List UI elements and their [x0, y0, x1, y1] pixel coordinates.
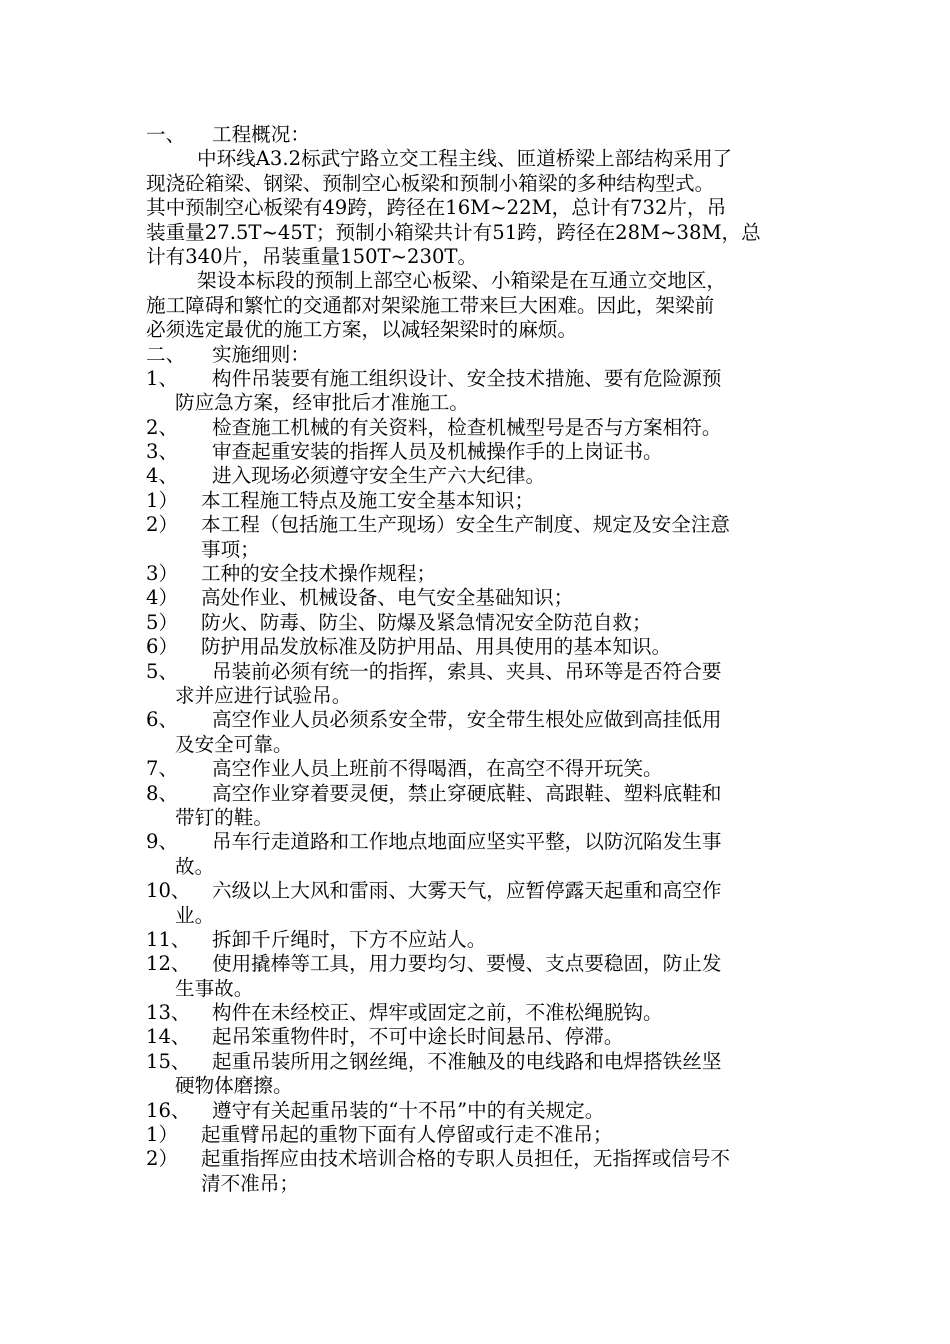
item-text: 审查起重安装的指挥人员及机械操作手的上岗证书。: [212, 440, 663, 464]
item-text-continued: 生事故。: [175, 976, 254, 1000]
item-text: 高空作业穿着要灵便，禁止穿硬底鞋、高跟鞋、塑料底鞋和: [212, 781, 722, 805]
overview-paragraph-1: [146, 147, 808, 269]
item-text: 进入现场必须遵守安全生产六大纪律。: [212, 464, 546, 488]
item-text: 起重指挥应由技术培训合格的专职人员担任，无指挥或信号不: [201, 1147, 731, 1171]
text-line: 装重量27.5T~45T；预制小箱梁共计有51跨，跨径在28M~38M，总: [146, 220, 761, 244]
sublist-item: [146, 611, 808, 635]
document-body: [146, 123, 808, 1196]
item-number: 9、: [146, 830, 179, 854]
sublist-item: [146, 1123, 808, 1147]
list-item: [146, 416, 808, 440]
item-text: 六级以上大风和雷雨、大雾天气，应暂停露天起重和高空作: [212, 879, 722, 903]
item-number: 15、: [146, 1049, 191, 1073]
item-text: 工种的安全技术操作规程；: [201, 562, 437, 586]
item-text: 防护用品发放标准及防护用品、用具使用的基本知识。: [201, 635, 672, 659]
sublist-item: [146, 1147, 808, 1171]
item-number: 2）: [146, 513, 179, 537]
list-item: [146, 782, 808, 806]
item-text: 本工程（包括施工生产现场）安全生产制度、规定及安全注意: [201, 513, 731, 537]
list-item: [146, 757, 808, 781]
item-text: 遵守有关起重吊装的“十不吊”中的有关规定。: [212, 1098, 605, 1122]
section-number: 二、: [146, 342, 186, 366]
item-number: 7、: [146, 757, 179, 781]
item-text-continued: 硬物体磨擦。: [175, 1074, 293, 1098]
item-number: 10、: [146, 879, 191, 903]
item-number: 1）: [146, 488, 179, 512]
item-number: 11、: [146, 927, 191, 951]
section-title: 实施细则：: [212, 342, 310, 366]
section-heading-overview: [146, 123, 808, 147]
sublist-item: [146, 586, 808, 610]
list-item: [146, 1025, 808, 1049]
item-text-continued: 防应急方案，经审批后才准施工。: [175, 391, 469, 415]
section-heading-implementation: [146, 343, 808, 367]
list-item: [146, 1099, 808, 1123]
item-text-continued: 清不准吊；: [201, 1171, 299, 1195]
item-text: 构件在未经校正、焊牢或固定之前，不准松绳脱钩。: [212, 1001, 663, 1025]
item-number: 6、: [146, 708, 179, 732]
item-text: 起吊笨重物件时，不可中途长时间悬吊、停滞。: [212, 1025, 624, 1049]
item-number: 4、: [146, 464, 179, 488]
item-text: 高空作业人员必须系安全带，安全带生根处应做到高挂低用: [212, 708, 722, 732]
item-number: 13、: [146, 1001, 191, 1025]
text-line: 架设本标段的预制上部空心板梁、小箱梁是在互通立交地区，: [197, 269, 727, 293]
item-number: 14、: [146, 1025, 191, 1049]
sublist-item: [146, 562, 808, 586]
sublist-item: [146, 489, 808, 513]
item-text: 吊装前必须有统一的指挥，索具、夹具、吊环等是否符合要: [212, 659, 722, 683]
item-number: 1、: [146, 366, 179, 390]
item-number: 16、: [146, 1098, 191, 1122]
item-number: 3、: [146, 440, 179, 464]
rules-list-a: [146, 367, 808, 489]
item-text: 使用撬棒等工具，用力要均匀、要慢、支点要稳固，防止发: [212, 952, 722, 976]
discipline-sublist: [146, 489, 808, 660]
item-text: 吊车行走道路和工作地点地面应坚实平整，以防沉陷发生事: [212, 830, 722, 854]
item-number: 5、: [146, 659, 179, 683]
item-text-continued: 故。: [175, 854, 215, 878]
item-number: 5）: [146, 610, 179, 634]
item-number: 2、: [146, 415, 179, 439]
text-line: 必须选定最优的施工方案，以减轻架梁时的麻烦。: [146, 318, 578, 342]
list-item: [146, 830, 808, 854]
item-text: 检查施工机械的有关资料，检查机械型号是否与方案相符。: [212, 415, 722, 439]
section-number: 一、: [146, 123, 186, 146]
item-text: 拆卸千斤绳时，下方不应站人。: [212, 927, 487, 951]
item-number: 4）: [146, 586, 179, 610]
list-item: [146, 879, 808, 903]
item-text: 起重吊装所用之钢丝绳，不准触及的电线路和电焊搭铁丝坚: [212, 1049, 722, 1073]
item-text-continued: 及安全可靠。: [175, 732, 293, 756]
text-line: 中环线A3.2标武宁路立交工程主线、匝道桥梁上部结构采用了: [197, 147, 733, 171]
rules-list-b: [146, 660, 808, 1123]
sublist-item: [146, 513, 808, 537]
item-text: 高处作业、机械设备、电气安全基础知识；: [201, 586, 574, 610]
item-text-continued: 业。: [175, 903, 215, 927]
item-text: 防火、防毒、防尘、防爆及紧急情况安全防范自救；: [201, 610, 652, 634]
item-text-continued: 求并应进行试验吊。: [175, 683, 352, 707]
text-line: 计有340片，吊装重量150T~230T。: [146, 244, 478, 268]
list-item: [146, 928, 808, 952]
list-item: [146, 367, 808, 391]
text-line: 现浇砼箱梁、钢梁、预制空心板梁和预制小箱梁的多种结构型式。: [146, 171, 715, 195]
list-item: [146, 1050, 808, 1074]
item-number: 3）: [146, 562, 179, 586]
item-text: 构件吊装要有施工组织设计、安全技术措施、要有危险源预: [212, 366, 722, 390]
list-item: [146, 440, 808, 464]
item-number: 12、: [146, 952, 191, 976]
item-text-continued: 事项；: [201, 537, 260, 561]
list-item: [146, 1001, 808, 1025]
text-line: 施工障碍和繁忙的交通都对架梁施工带来巨大困难。因此，架梁前: [146, 293, 715, 317]
item-text: 本工程施工特点及施工安全基本知识；: [201, 488, 535, 512]
list-item: [146, 708, 808, 732]
list-item: [146, 952, 808, 976]
item-number: 1）: [146, 1123, 179, 1147]
item-number: 2）: [146, 1147, 179, 1171]
list-item: [146, 464, 808, 488]
section-title: 工程概况：: [212, 123, 310, 146]
ten-no-lift-sublist: [146, 1123, 808, 1196]
overview-paragraph-2: [146, 269, 808, 342]
item-number: 8、: [146, 781, 179, 805]
item-text-continued: 带钉的鞋。: [175, 805, 273, 829]
item-number: 6）: [146, 635, 179, 659]
item-text: 起重臂吊起的重物下面有人停留或行走不准吊；: [201, 1123, 613, 1147]
text-line: 其中预制空心板梁有49跨，跨径在16M~22M，总计有732片，吊: [146, 196, 727, 220]
list-item: [146, 660, 808, 684]
item-text: 高空作业人员上班前不得喝酒，在高空不得开玩笑。: [212, 757, 663, 781]
sublist-item: [146, 635, 808, 659]
